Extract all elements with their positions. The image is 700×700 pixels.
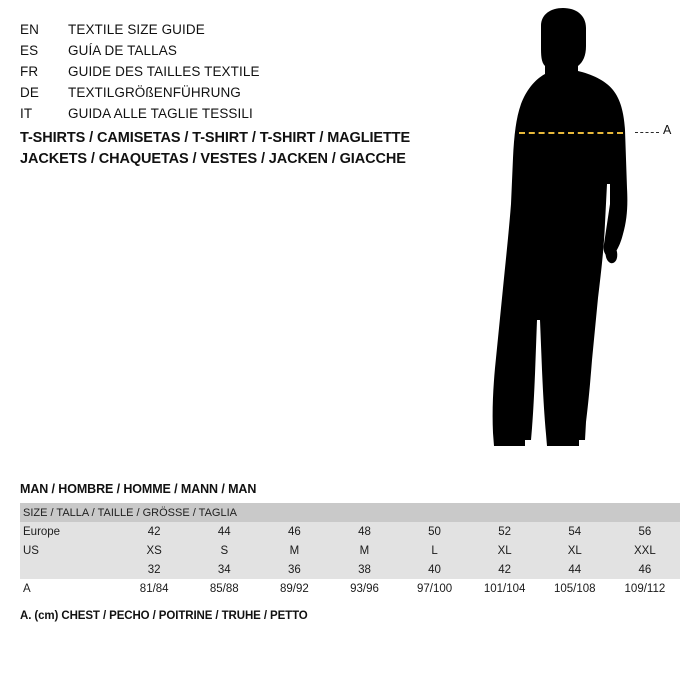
body-silhouette-figure: [455, 8, 685, 478]
chest-measure-line: [519, 132, 623, 134]
table-header-row: [20, 503, 680, 522]
table-cell: 40: [400, 560, 470, 579]
table-cell: 101/104: [470, 579, 540, 598]
table-row: [20, 541, 680, 560]
table-row: [20, 522, 680, 541]
table-header-label: SIZE / TALLA / TAILLE / GRÖSSE / TAGLIA: [20, 503, 680, 522]
language-title: GUÍA DE TALLAS: [68, 43, 177, 58]
table-cell: 54: [540, 522, 610, 541]
table-row: [20, 560, 680, 579]
table-cell: 38: [329, 560, 399, 579]
row-label: [20, 560, 119, 579]
table-cell: 109/112: [610, 579, 680, 598]
table-cell: 89/92: [259, 579, 329, 598]
row-label: US: [20, 541, 119, 560]
table-cell: 97/100: [400, 579, 470, 598]
table-footnote: A. (cm) CHEST / PECHO / POITRINE / TRUHE / PETTO: [20, 610, 308, 622]
measure-label-a: A: [663, 123, 672, 137]
row-label: A: [20, 579, 119, 598]
table-cell: 50: [400, 522, 470, 541]
man-silhouette-icon: [455, 8, 685, 478]
table-cell: L: [400, 541, 470, 560]
table-cell: XL: [540, 541, 610, 560]
language-code: FR: [20, 64, 39, 79]
language-row: [20, 43, 440, 64]
language-code: ES: [20, 43, 39, 58]
table-cell: 44: [540, 560, 610, 579]
table-cell: 32: [119, 560, 189, 579]
table-cell: 46: [259, 522, 329, 541]
language-title: GUIDA ALLE TAGLIE TESSILI: [68, 106, 253, 121]
table-cell: 52: [470, 522, 540, 541]
size-table: [20, 503, 680, 598]
table-cell: S: [189, 541, 259, 560]
category-jackets: JACKETS / CHAQUETAS / VESTES / JACKEN / GIACCHE: [20, 151, 406, 167]
category-tshirts: T-SHIRTS / CAMISETAS / T-SHIRT / T-SHIRT / MAGLIETTE: [20, 130, 411, 146]
language-row: [20, 106, 440, 127]
table-row: [20, 579, 680, 598]
table-cell: 105/108: [540, 579, 610, 598]
language-list: [20, 22, 440, 127]
language-title: TEXTILE SIZE GUIDE: [68, 22, 205, 37]
table-cell: XXL: [610, 541, 680, 560]
language-code: IT: [20, 106, 33, 121]
table-cell: M: [259, 541, 329, 560]
table-cell: XS: [119, 541, 189, 560]
table-cell: 42: [119, 522, 189, 541]
table-cell: 93/96: [329, 579, 399, 598]
language-code: EN: [20, 22, 39, 37]
language-row: [20, 64, 440, 85]
language-row: [20, 22, 440, 43]
language-title: TEXTILGRÖßENFÜHRUNG: [68, 85, 241, 100]
table-cell: XL: [470, 541, 540, 560]
table-cell: 36: [259, 560, 329, 579]
measure-pointer-line: [635, 132, 659, 133]
table-cell: 34: [189, 560, 259, 579]
table-cell: 56: [610, 522, 680, 541]
table-cell: M: [329, 541, 399, 560]
table-cell: 48: [329, 522, 399, 541]
size-table-section: [20, 482, 680, 622]
table-cell: 46: [610, 560, 680, 579]
language-title: GUIDE DES TAILLES TEXTILE: [68, 64, 260, 79]
table-group-title: MAN / HOMBRE / HOMME / MANN / MAN: [20, 482, 257, 496]
table-cell: 85/88: [189, 579, 259, 598]
row-label: Europe: [20, 522, 119, 541]
language-row: [20, 85, 440, 106]
language-code: DE: [20, 85, 39, 100]
garment-categories: [20, 128, 450, 170]
table-cell: 44: [189, 522, 259, 541]
table-cell: 81/84: [119, 579, 189, 598]
table-cell: 42: [470, 560, 540, 579]
